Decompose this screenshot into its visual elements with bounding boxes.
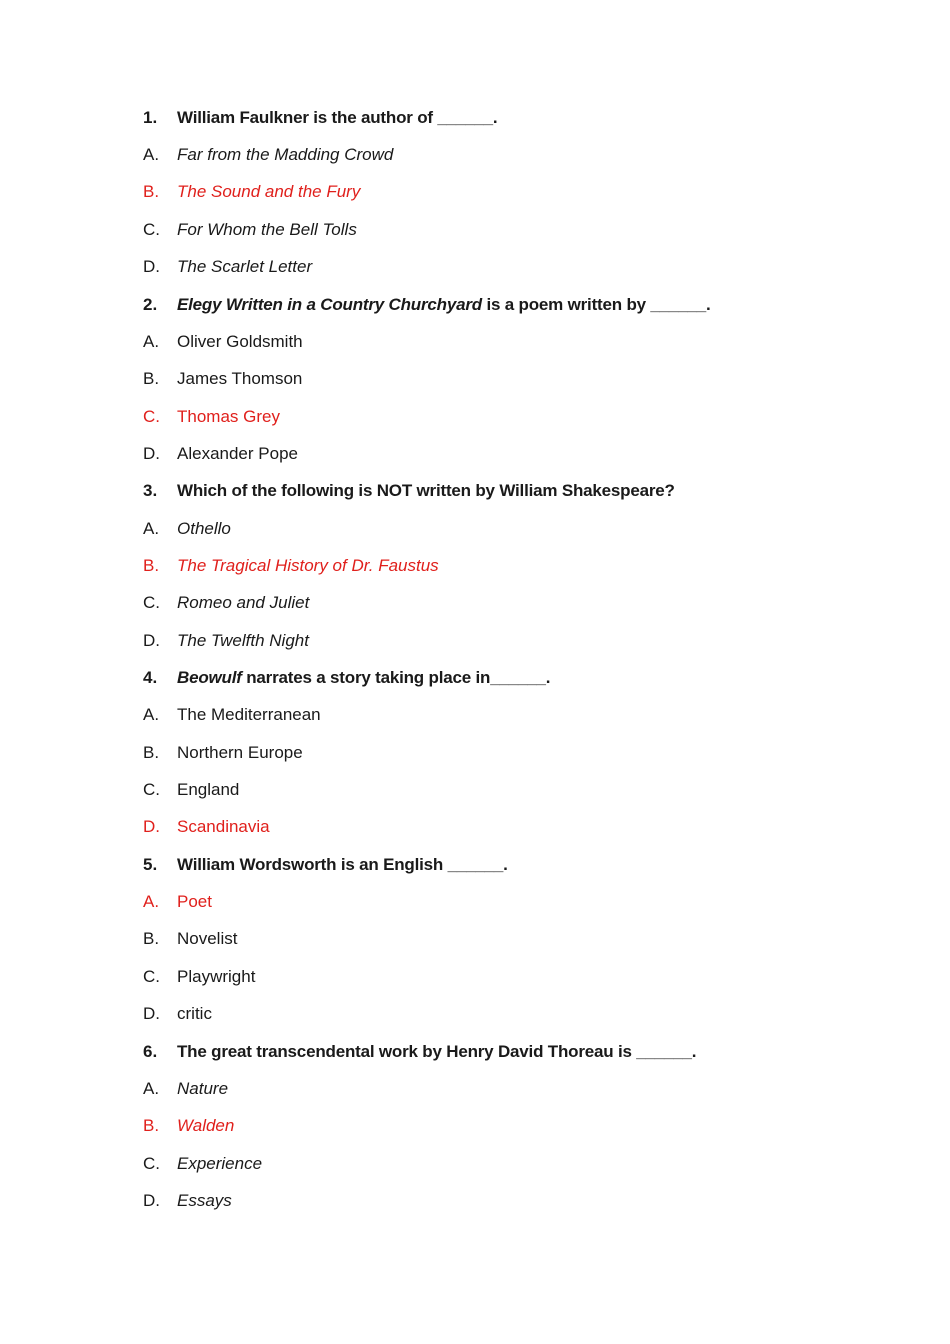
question-number: 3. bbox=[143, 481, 158, 500]
option-correct bbox=[143, 178, 360, 206]
option-text: Alexander Pope bbox=[177, 444, 298, 463]
option-text: Nature bbox=[177, 1079, 229, 1098]
question-prompt: The great transcendental work by Henry David Thoreau is ______. bbox=[177, 1042, 697, 1061]
option-text: Scandinavia bbox=[177, 817, 270, 836]
option-text: James Thomson bbox=[177, 369, 303, 388]
option-text: Othello bbox=[177, 519, 231, 538]
option-text: Essays bbox=[177, 1191, 232, 1210]
option bbox=[143, 1075, 228, 1103]
option bbox=[143, 440, 298, 468]
option bbox=[143, 328, 303, 356]
question-prompt: Beowulf narrates a story taking place in______. bbox=[177, 668, 551, 687]
question-number: 6. bbox=[143, 1042, 158, 1061]
question-prompt: Which of the following is NOT written by William Shakespeare? bbox=[177, 481, 675, 500]
option-text: Walden bbox=[177, 1116, 235, 1135]
option-letter: B. bbox=[143, 743, 160, 762]
option-letter: C. bbox=[143, 1154, 160, 1173]
option-text: Novelist bbox=[177, 929, 238, 948]
question-number: 2. bbox=[143, 295, 158, 314]
option-text: For Whom the Bell Tolls bbox=[177, 220, 357, 239]
option bbox=[143, 925, 237, 953]
question-6 bbox=[143, 1038, 696, 1066]
option bbox=[143, 365, 302, 393]
option-letter: D. bbox=[143, 257, 160, 276]
option-text: The Twelfth Night bbox=[177, 631, 309, 650]
question-3 bbox=[143, 477, 675, 505]
option-letter: A. bbox=[143, 1079, 160, 1098]
option-text: The Tragical History of Dr. Faustus bbox=[177, 556, 439, 575]
option-text: Experience bbox=[177, 1154, 263, 1173]
option bbox=[143, 963, 255, 991]
option-text: The Scarlet Letter bbox=[177, 257, 313, 276]
option-letter: B. bbox=[143, 182, 160, 201]
option bbox=[143, 627, 309, 655]
option-text: Playwright bbox=[177, 967, 256, 986]
option-letter: A. bbox=[143, 332, 160, 351]
option-letter: B. bbox=[143, 556, 160, 575]
question-5 bbox=[143, 851, 508, 879]
option-correct bbox=[143, 552, 439, 580]
question-number: 5. bbox=[143, 855, 158, 874]
option-text: Poet bbox=[177, 892, 212, 911]
option-text: Thomas Grey bbox=[177, 407, 280, 426]
option-correct bbox=[143, 888, 212, 916]
question-1 bbox=[143, 104, 497, 132]
option-letter: D. bbox=[143, 631, 160, 650]
option-letter: C. bbox=[143, 593, 160, 612]
option-letter: B. bbox=[143, 1116, 160, 1135]
option-letter: D. bbox=[143, 817, 160, 836]
question-number: 4. bbox=[143, 668, 158, 687]
option bbox=[143, 141, 393, 169]
option-letter: A. bbox=[143, 705, 160, 724]
option-text: The Mediterranean bbox=[177, 705, 321, 724]
option bbox=[143, 589, 309, 617]
option-letter: C. bbox=[143, 780, 160, 799]
option-text: Northern Europe bbox=[177, 743, 303, 762]
option bbox=[143, 701, 321, 729]
option bbox=[143, 1187, 232, 1215]
option-letter: D. bbox=[143, 1004, 160, 1023]
question-2 bbox=[143, 291, 710, 319]
option-text: critic bbox=[177, 1004, 212, 1023]
option-text: The Sound and the Fury bbox=[177, 182, 361, 201]
option-correct bbox=[143, 1112, 234, 1140]
option-text: Romeo and Juliet bbox=[177, 593, 310, 612]
option-letter: A. bbox=[143, 145, 160, 164]
option-letter: C. bbox=[143, 220, 160, 239]
question-4 bbox=[143, 664, 550, 692]
question-prompt: Elegy Written in a Country Churchyard is a poem written by ______. bbox=[177, 295, 711, 314]
question-prompt: William Wordsworth is an English ______. bbox=[177, 855, 508, 874]
option bbox=[143, 739, 303, 767]
option bbox=[143, 216, 357, 244]
option-letter: C. bbox=[143, 967, 160, 986]
option-letter: C. bbox=[143, 407, 160, 426]
option-letter: B. bbox=[143, 929, 160, 948]
option-letter: A. bbox=[143, 892, 160, 911]
question-prompt: William Faulkner is the author of ______. bbox=[177, 108, 498, 127]
option-correct bbox=[143, 403, 280, 431]
option-letter: B. bbox=[143, 369, 160, 388]
option bbox=[143, 515, 231, 543]
option-correct bbox=[143, 813, 270, 841]
question-number: 1. bbox=[143, 108, 158, 127]
option bbox=[143, 253, 312, 281]
option-text: Oliver Goldsmith bbox=[177, 332, 303, 351]
option-letter: A. bbox=[143, 519, 160, 538]
option-letter: D. bbox=[143, 444, 160, 463]
option-text: Far from the Madding Crowd bbox=[177, 145, 394, 164]
option-letter: D. bbox=[143, 1191, 160, 1210]
option-text: England bbox=[177, 780, 240, 799]
option bbox=[143, 1000, 212, 1028]
option bbox=[143, 1150, 262, 1178]
option bbox=[143, 776, 239, 804]
